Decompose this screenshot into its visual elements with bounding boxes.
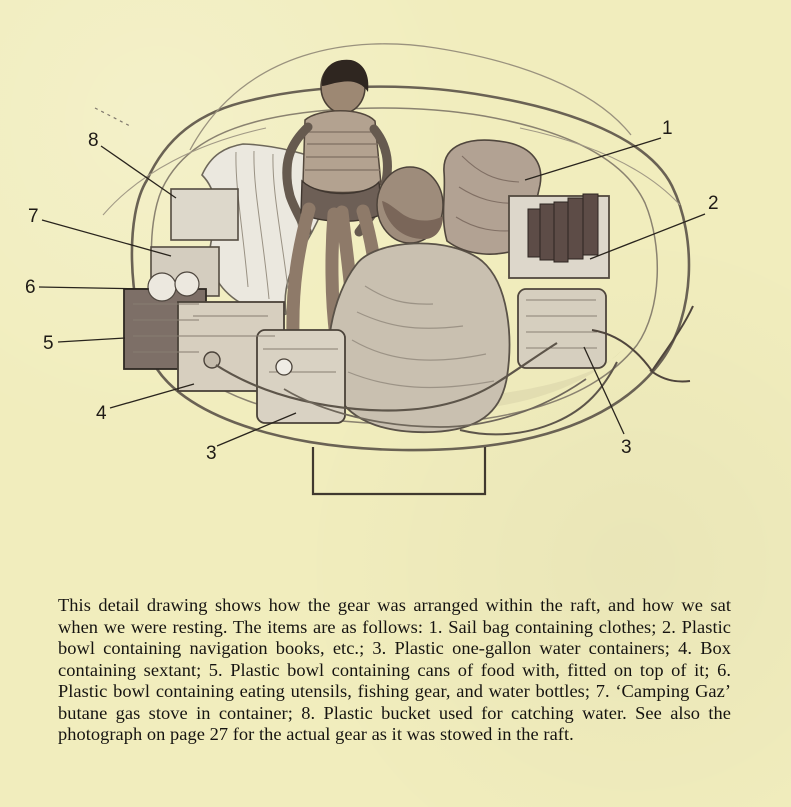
- callout-7: 7: [28, 206, 39, 227]
- callout-3-left: 3: [206, 443, 217, 464]
- utensil-bowl-2: [175, 272, 199, 296]
- figure-caption: This detail drawing shows how the gear was arranged within the raft, and how we sat when we were resting. The items are as follows: 1. Sail bag containing clothes; 2. Plastic bowl containing navigation books, etc.; 3. Plastic one-gallon water containers; 4. Box containing sextant; 5. Plastic bowl containing cans of food with, fitted on top of it; 6. Plastic bowl containing eating utensils, fishing gear, and water bottles; 7. ‘Camping Gaz’ butane gas stove in container; 8. Plastic bucket used for catching water. See also the photograph on page 27 for the actual gear as it was stowed in the raft.: [58, 595, 731, 744]
- callout-line-5: [58, 338, 125, 342]
- callout-4: 4: [96, 403, 107, 424]
- callout-line-1: [525, 138, 661, 180]
- callout-6: 6: [25, 277, 36, 298]
- callout-8: 8: [88, 130, 99, 151]
- callout-line-3-left: [217, 413, 296, 446]
- canopy-dashes: [95, 108, 132, 127]
- raft-bottom-handle: [313, 447, 485, 494]
- water-container-left: [257, 330, 345, 423]
- utensil-bowl-1: [148, 273, 176, 301]
- canopy-line-1: [190, 44, 631, 150]
- bucket-box: [171, 189, 238, 240]
- woman-torso: [303, 111, 381, 193]
- water-cap-left: [276, 359, 292, 375]
- callout-5: 5: [43, 333, 54, 354]
- man-back: [328, 243, 509, 432]
- callout-3-right: 3: [621, 437, 632, 458]
- rope: [592, 306, 693, 382]
- callout-2: 2: [708, 193, 719, 214]
- water-container-right: [518, 289, 606, 368]
- callout-1: 1: [662, 118, 673, 139]
- callout-line-8: [101, 146, 176, 198]
